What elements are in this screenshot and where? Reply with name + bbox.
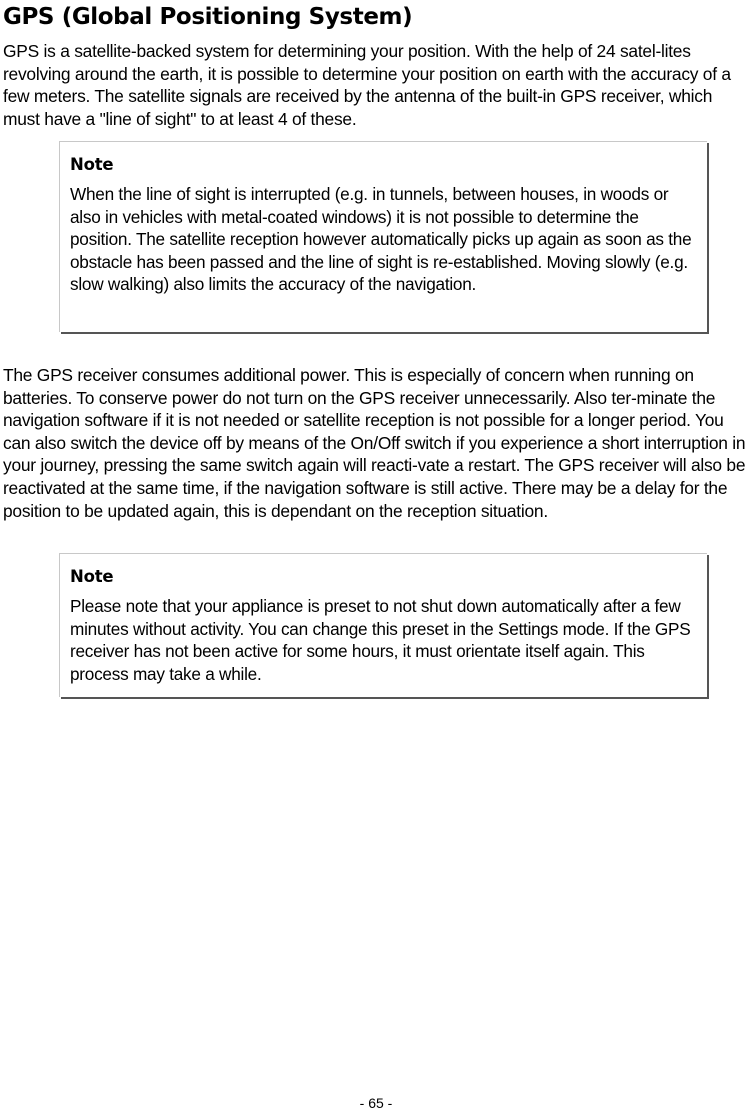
section-title: GPS (Global Positioning System) xyxy=(3,4,413,30)
note-box-preset xyxy=(59,553,707,697)
note-label: Note xyxy=(70,567,114,586)
note-text: Please note that your appliance is preset to not shut down automatically after a few minutes without activity. You can change this preset in the Settings mode. If the GPS receiver has not been active for some hours, it must orientate itself again. This process may take a while. xyxy=(70,596,691,684)
page-number: - 65 - xyxy=(359,1095,393,1111)
intro-paragraph: GPS is a satellite-backed system for determining your position. With the help of 24 satel-lites revolving around the earth, it is possible to determine your position on earth with the accuracy of a few meters. The satellite signals are received by the antenna of the built-in GPS receiver, which must have a "line of sight" to at least 4 of these. xyxy=(3,41,731,129)
note-box-line-of-sight xyxy=(59,141,707,332)
note-label: Note xyxy=(70,155,114,174)
note-text: When the line of sight is interrupted (e.g. in tunnels, between houses, in woods or also in vehicles with metal-coated windows) it is not possible to determine the position. The satellite reception however automatically picks up again as soon as the obstacle has been passed and the line of sight is re-established. Moving slowly (e.g. slow walking) also limits the accuracy of the navigation. xyxy=(70,184,692,295)
power-paragraph: The GPS receiver consumes additional power. This is especially of concern when running on batteries. To conserve power do not turn on the GPS receiver unnecessarily. Also ter-minate the navigation software if it is not needed or satellite reception is not possible for a longer period. You can also switch the device off by means of the On/Off switch if you experience a short interruption in your journey, pressing the same switch again will reacti-vate a restart. The GPS receiver will also be reactivated at the same time, if the navigation software is still active. There may be a delay for the position to be updated again, this is dependant on the reception situation. xyxy=(3,365,746,521)
